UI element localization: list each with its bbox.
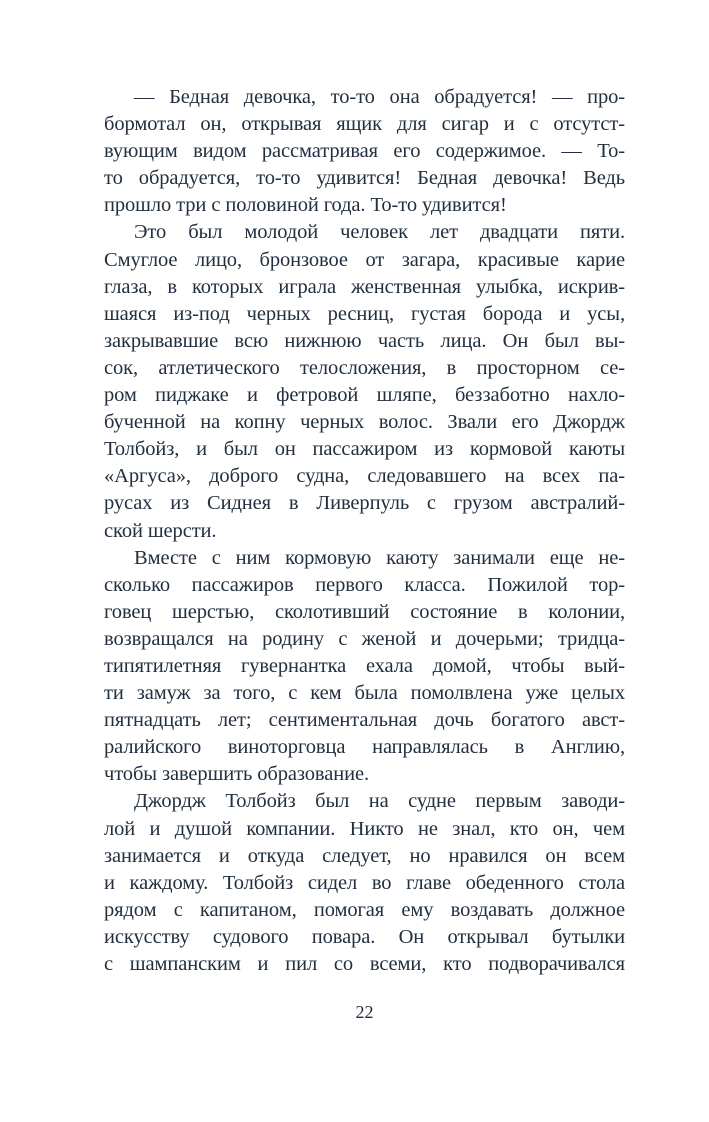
- text-line: занимается и откуда следует, но нравился он всем: [104, 844, 625, 867]
- text-line: говец шерстью, сколотивший состояние в колонии,: [104, 600, 625, 623]
- text-line: сок, атлетического телосложения, в просторном се-: [104, 356, 625, 379]
- text-line: прошло три с половиной года. То-то удивится!: [104, 194, 507, 217]
- text-line: глаза, в которых играла женственная улыбка, искрив-: [104, 275, 625, 298]
- page-number: 22: [355, 1002, 374, 1022]
- text-line: ской шерсти.: [104, 519, 217, 542]
- text-line: сколько пассажиров первого класса. Пожилой тор-: [104, 573, 625, 596]
- paragraph: [104, 84, 625, 219]
- text-line: ром пиджаке и фетровой шляпе, беззаботно нахло-: [104, 384, 625, 407]
- text-line: Это был молодой человек лет двадцати пяти.: [134, 221, 625, 244]
- text-line: и каждому. Толбойз сидел во главе обеденного стола: [104, 871, 625, 894]
- text-line: Смуглое лицо, бронзовое от загара, красивые карие: [104, 248, 625, 271]
- text-line: бученной на копну черных волос. Звали его Джордж: [104, 411, 625, 434]
- text-line: то обрадуется, то-то удивится! Бедная девочка! Ведь: [104, 167, 625, 190]
- text-line: лой и душой компании. Никто не знал, кто он, чем: [104, 817, 625, 840]
- text-line: вующим видом рассматривая его содержимое. — То-: [104, 140, 625, 163]
- text-line: типятилетняя гувернантка ехала домой, чтобы вый-: [104, 654, 625, 677]
- text-line: чтобы завершить образование.: [104, 763, 370, 786]
- paragraph: [104, 788, 625, 978]
- text-line: Толбойз, и был он пассажиром из кормовой каюты: [104, 438, 625, 461]
- text-line: шаяся из-под черных ресниц, густая борода и усы,: [104, 302, 625, 325]
- text-line: ралийского виноторговца направлялась в Англию,: [104, 736, 625, 759]
- text-line: рядом с капитаном, помогая ему воздавать должное: [104, 898, 625, 921]
- text-line: с шампанским и пил со всеми, кто подворачивался: [104, 953, 625, 975]
- text-line: искусству судового повара. Он открывал бутылки: [104, 925, 625, 948]
- text-line: Вместе с ним кормовую каюту занимали еще не-: [134, 546, 625, 569]
- text-line: русах из Сиднея в Ливерпуль с грузом австралий-: [104, 492, 625, 515]
- text-line: ти замуж за того, с кем была помолвлена уже целых: [104, 682, 625, 705]
- paragraph: [104, 545, 625, 789]
- text-line: бормотал он, открывая ящик для сигар и с отсутст-: [104, 113, 625, 136]
- text-line: Джордж Толбойз был на судне первым заводи-: [134, 790, 625, 813]
- text-line: «Аргуса», доброго судна, следовавшего на всех па-: [104, 465, 625, 488]
- page-text-block: [104, 84, 625, 978]
- text-line: пятнадцать лет; сентиментальная дочь богатого авст-: [104, 709, 625, 732]
- paragraph: [104, 219, 625, 544]
- text-line: возвращался на родину с женой и дочерьми; тридца-: [104, 627, 625, 650]
- text-line: — Бедная девочка, то-то она обрадуется! — про-: [134, 86, 625, 108]
- text-line: закрывавшие всю нижнюю часть лица. Он был вы-: [104, 329, 625, 352]
